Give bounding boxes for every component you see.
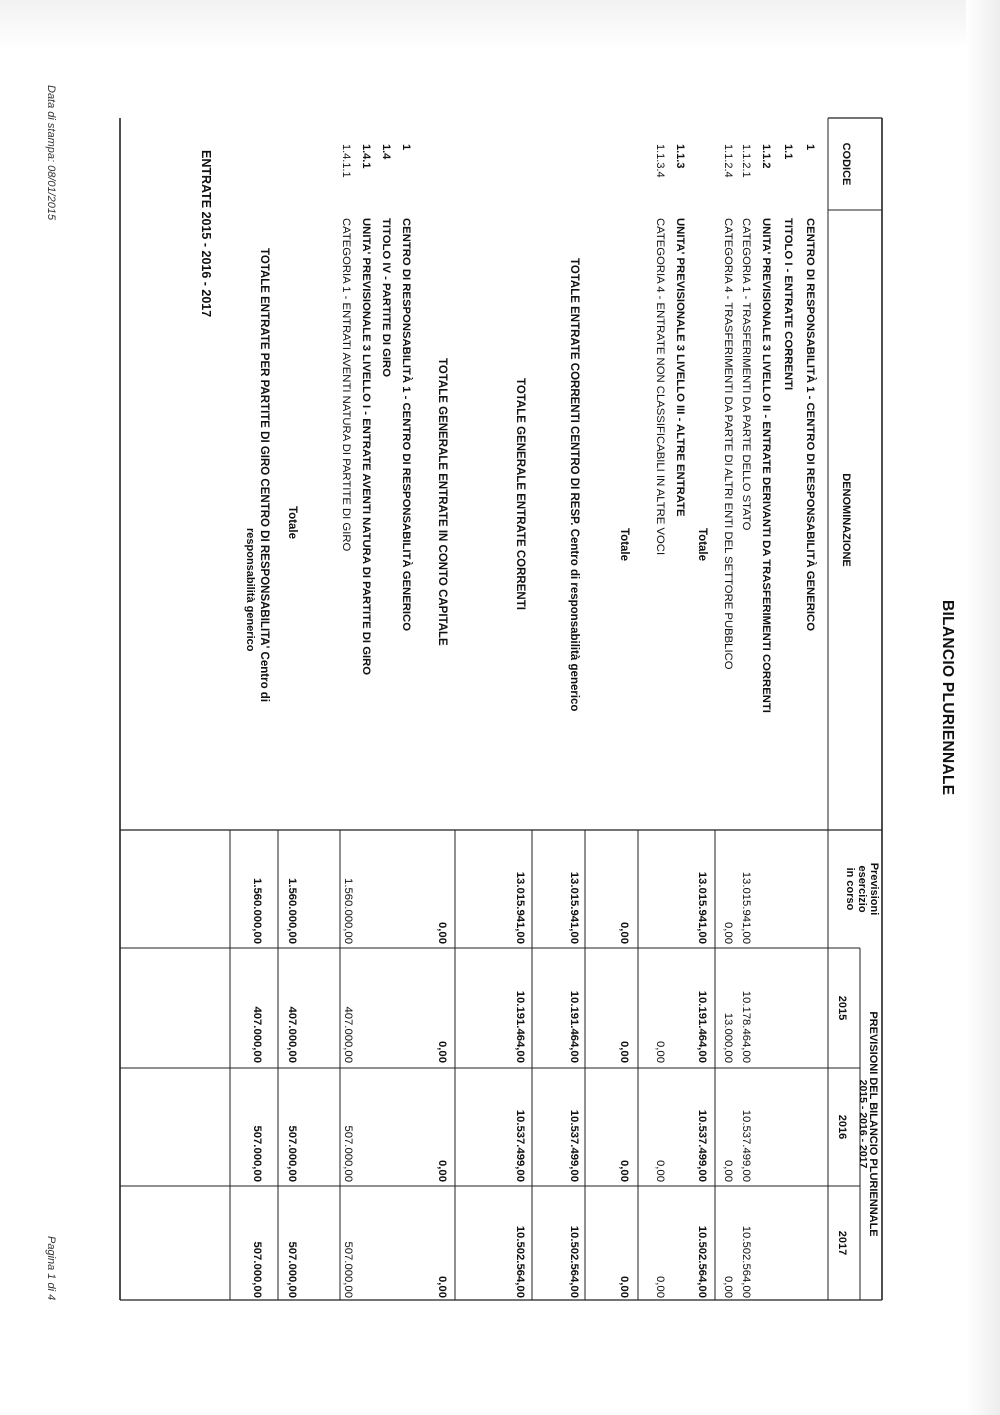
row-denom: UNITA' PREVISIONALE 3 LIVELLO II - ENTRATE DERIVANTI DA TRASFERIMENTI CORRENTI <box>760 218 772 713</box>
value-current: 0,00 <box>722 922 734 944</box>
row-denom: CENTRO DI RESPONSABILITÀ 1 - CENTRO DI RESPONSABILITÀ GENERICO <box>804 218 816 631</box>
total-label: TOTALE ENTRATE PER PARTITE DI GIRO CENTRO DI RESPONSABILITA' Centro di <box>258 248 270 703</box>
value-2017: 0,00 <box>654 1276 666 1298</box>
subtotal-label: Totale <box>696 528 708 562</box>
header-denominazione: DENOMINAZIONE <box>840 473 852 567</box>
header-2017: 2017 <box>836 1230 848 1256</box>
document-subtitle: ENTRATE 2015 - 2016 - 2017 <box>199 150 213 318</box>
row-denom: CATEGORIA 1 - TRASFERIMENTI DA PARTE DELLO STATO <box>740 218 752 531</box>
value-2015: 13.000,00 <box>722 1012 734 1063</box>
value-2015: 10.191.464,00 <box>696 990 708 1063</box>
row-code: 1.1.2.4 <box>722 144 734 178</box>
value-current: 1.560.000,00 <box>342 878 354 944</box>
value-2015: 407.000,00 <box>342 1006 354 1063</box>
total-label: TOTALE ENTRATE CORRENTI CENTRO DI RESP. Centro di responsabilità generico <box>568 258 580 712</box>
row-denom: CATEGORIA 1 - ENTRATI AVENTI NATURA DI PARTITE DI GIRO <box>340 218 352 552</box>
row-denom: TITOLO I - ENTRATE CORRENTI <box>782 218 794 391</box>
value-2015: 0,00 <box>654 1041 666 1063</box>
total-label-continued: responsabilità generico <box>244 528 256 652</box>
value-current: 13.015.941,00 <box>740 871 752 944</box>
value-2016: 0,00 <box>654 1160 666 1182</box>
value-2015: 10.178.464,00 <box>740 990 752 1063</box>
header-group-1: PREVISIONI DEL BILANCIO PLURIENNALE <box>867 1011 879 1237</box>
value-current: 13.015.941,00 <box>568 871 580 944</box>
subtotal-label: Totale <box>286 506 298 540</box>
value-2016: 507.000,00 <box>286 1125 298 1182</box>
value-2016: 0,00 <box>722 1160 734 1182</box>
total-label: TOTALE GENERALE ENTRATE IN CONTO CAPITALE <box>436 358 448 646</box>
value-2016: 10.537.499,00 <box>568 1109 580 1182</box>
value-2016: 0,00 <box>618 1160 630 1182</box>
value-current: 0,00 <box>436 922 448 944</box>
value-2017: 507.000,00 <box>286 1241 298 1298</box>
value-current: 1.560.000,00 <box>251 878 263 944</box>
value-2017: 0,00 <box>618 1276 630 1298</box>
value-current: 0,00 <box>618 922 630 944</box>
header-2015: 2015 <box>836 995 848 1021</box>
header-previsioni-3: in corso <box>844 867 856 911</box>
value-2016: 10.537.499,00 <box>740 1109 752 1182</box>
value-current: 13.015.941,00 <box>696 871 708 944</box>
value-2015: 10.191.464,00 <box>514 990 526 1063</box>
row-denom: UNITA' PREVISIONALE 3 LIVELLO I - ENTRATE AVENTI NATURA DI PARTITE DI GIRO <box>360 218 372 676</box>
total-label: TOTALE GENERALE ENTRATE CORRENTI <box>514 378 526 610</box>
header-2016: 2016 <box>836 1114 848 1140</box>
row-code: 1.1.3 <box>674 144 686 169</box>
subtotal-label: Totale <box>618 528 630 562</box>
value-2017: 10.502.564,00 <box>514 1225 526 1298</box>
value-2017: 0,00 <box>722 1276 734 1298</box>
page-number: Pagina 1 di 4 <box>45 1236 57 1301</box>
value-2016: 507.000,00 <box>251 1125 263 1182</box>
value-current: 1.560.000,00 <box>286 878 298 944</box>
value-2017: 10.502.564,00 <box>696 1225 708 1298</box>
header-codice: CODICE <box>840 142 852 186</box>
row-code: 1.1 <box>782 144 794 160</box>
row-denom: UNITA' PREVISIONALE 3 LIVELLO III - ALTRE ENTRATE <box>674 218 686 517</box>
row-denom: CATEGORIA 4 - TRASFERIMENTI DA PARTE DI ALTRI ENTI DEL SETTORE PUBBLICO <box>722 218 734 670</box>
row-code: 1.1.2 <box>760 144 772 169</box>
value-2015: 0,00 <box>618 1041 630 1063</box>
value-2016: 0,00 <box>436 1160 448 1182</box>
row-code: 1.4 <box>380 144 392 160</box>
header-group-2: 2015 - 2016 - 2017 <box>857 1079 869 1169</box>
value-2016: 10.537.499,00 <box>696 1109 708 1182</box>
value-2016: 10.537.499,00 <box>514 1109 526 1182</box>
value-2015: 10.191.464,00 <box>568 990 580 1063</box>
row-code: 1.4.1.1 <box>340 144 352 178</box>
value-2017: 507.000,00 <box>342 1241 354 1298</box>
value-2017: 10.502.564,00 <box>568 1225 580 1298</box>
header-previsioni-2: esercizio <box>856 865 868 913</box>
header-previsioni-1: Previsioni <box>868 862 880 916</box>
row-denom: TITOLO IV - PARTITE DI GIRO <box>380 218 392 377</box>
value-2017: 10.502.564,00 <box>740 1225 752 1298</box>
value-2016: 507.000,00 <box>342 1125 354 1182</box>
row-code: 1 <box>400 144 412 151</box>
row-code: 1.1.2.1 <box>740 144 752 178</box>
print-date: Data di stampa: 08/01/2015 <box>45 85 57 221</box>
value-2017: 0,00 <box>436 1276 448 1298</box>
document-title: BILANCIO PLURIENNALE <box>939 600 956 796</box>
value-2015: 0,00 <box>436 1041 448 1063</box>
value-2015: 407.000,00 <box>251 1006 263 1063</box>
value-2015: 407.000,00 <box>286 1006 298 1063</box>
value-current: 13.015.941,00 <box>514 871 526 944</box>
row-code: 1.4.1 <box>360 144 372 169</box>
row-code: 1.1.3.4 <box>654 144 666 178</box>
row-denom: CATEGORIA 4 - ENTRATE NON CLASSIFICABILI IN ALTRE VOCI <box>654 218 666 556</box>
row-denom: CENTRO DI RESPONSABILITÀ 1 - CENTRO DI RESPONSABILITÀ GENERICO <box>400 218 412 631</box>
row-code: 1 <box>804 144 816 151</box>
value-2017: 507.000,00 <box>251 1241 263 1298</box>
